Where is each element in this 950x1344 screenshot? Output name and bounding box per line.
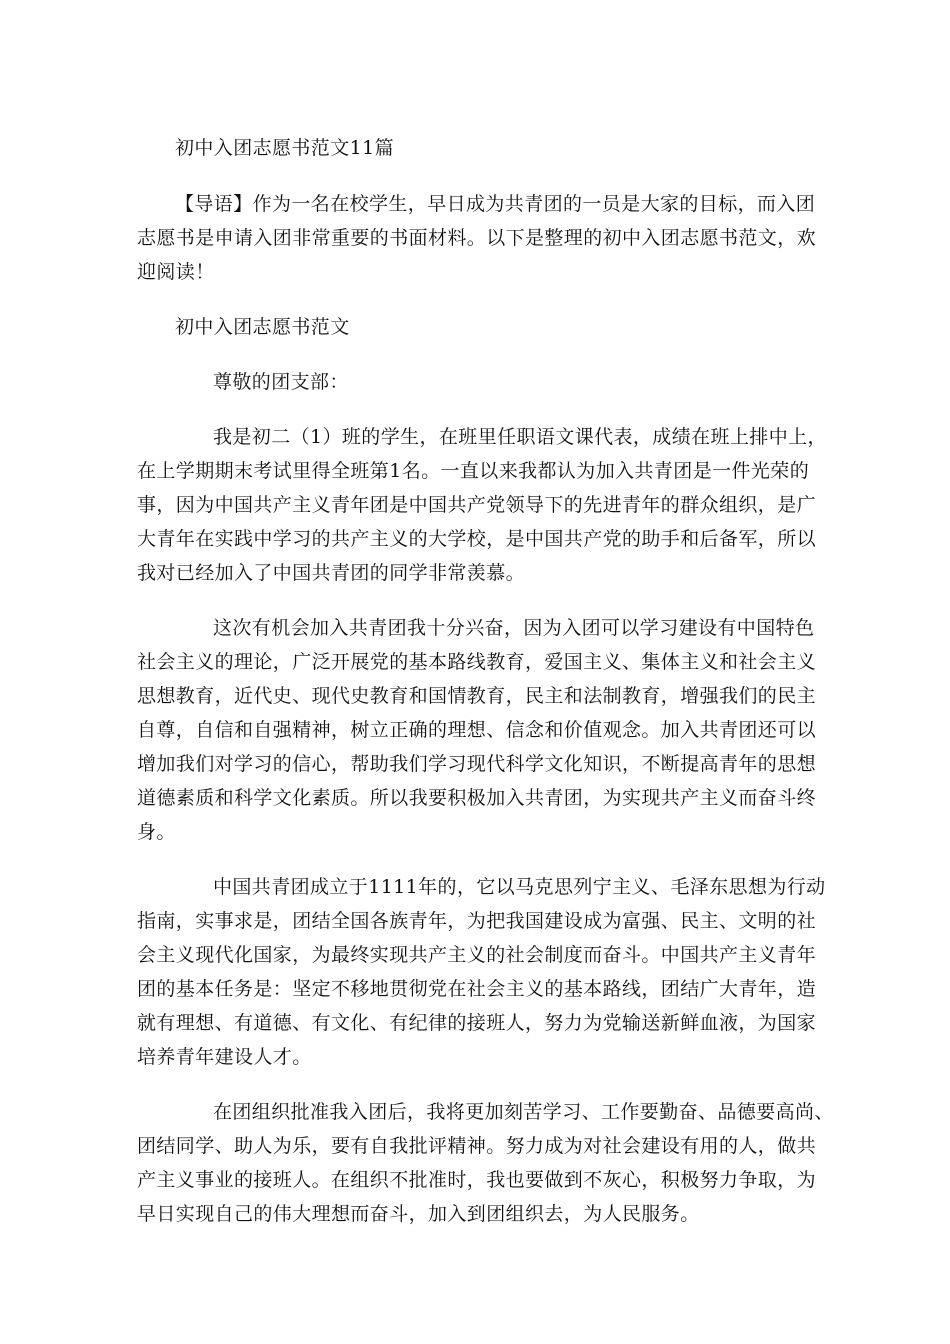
paragraph-line: 社会主义的理论，广泛开展党的基本路线教育，爱国主义、集体主义和社会主义 — [137, 651, 817, 673]
paragraph-line: 身。 — [137, 821, 176, 843]
paragraph-line: 会主义现代化国家，为最终实现共产主义的社会制度而奋斗。中国共产主义青年 — [137, 944, 817, 966]
intro-line: 【导语】作为一名在校学生，早日成为共青团的一员是大家的目标，而入团 — [175, 193, 816, 215]
paragraph-line: 团结同学、助人为乐，要有自我批评精神。努力成为对社会建设有用的人，做共 — [137, 1135, 817, 1157]
intro-line: 志愿书是申请入团非常重要的书面材料。以下是整理的初中入团志愿书范文，欢 — [137, 227, 817, 249]
paragraph-line: 大青年在实践中学习的共产主义的大学校，是中国共产党的助手和后备军，所以 — [137, 528, 817, 550]
paragraph-line: 在上学期期末考试里得全班第1名。一直以来我都认为加入共青团是一件光荣的 — [137, 460, 810, 482]
paragraph-line: 指南，实事求是，团结全国各族青年，为把我国建设成为富强、民主、文明的社 — [137, 910, 817, 932]
paragraph-line: 这次有机会加入共青团我十分兴奋，因为入团可以学习建设有中国特色 — [213, 617, 815, 639]
paragraph-line: 思想教育，近代史、现代史教育和国情教育，民主和法制教育，增强我们的民主 — [137, 685, 817, 707]
paragraph-line: 团的基本任务是：坚定不移地贯彻党在社会主义的基本路线，团结广大青年，造 — [137, 978, 817, 1000]
paragraph-line: 我是初二（1）班的学生，在班里任职语文课代表，成绩在班上排中上， — [213, 426, 827, 448]
document-title: 初中入团志愿书范文11篇 — [175, 137, 394, 159]
paragraph-line: 自尊，自信和自强精神，树立正确的理想、信念和价值观念。加入共青团还可以 — [137, 719, 817, 741]
paragraph-line: 早日实现自己的伟大理想而奋斗，加入到团组织去，为人民服务。 — [137, 1203, 700, 1225]
paragraph-line: 我对已经加入了中国共青团的同学非常羡慕。 — [137, 562, 526, 584]
paragraph-line: 增加我们对学习的信心，帮助我们学习现代科学文化知识，不断提高青年的思想 — [137, 753, 817, 775]
salutation: 尊敬的团支部： — [213, 371, 349, 393]
paragraph-line: 培养青年建设人才。 — [137, 1046, 312, 1068]
intro-line: 迎阅读！ — [137, 261, 215, 283]
paragraph-line: 事，因为中国共产主义青年团是中国共产党领导下的先进青年的群众组织，是广 — [137, 494, 817, 516]
subtitle: 初中入团志愿书范文 — [175, 316, 350, 338]
paragraph-line: 道德素质和科学文化素质。所以我要积极加入共青团，为实现共产主义而奋斗终 — [137, 787, 817, 809]
paragraph-line: 产主义事业的接班人。在组织不批准时，我也要做到不灰心，积极努力争取，为 — [137, 1169, 817, 1191]
paragraph-line: 中国共青团成立于1111年的，它以马克思列宁主义、毛泽东思想为行动 — [213, 876, 826, 898]
paragraph-line: 就有理想、有道德、有文化、有纪律的接班人，努力为党输送新鲜血液，为国家 — [137, 1012, 817, 1034]
paragraph-line: 在团组织批准我入团后，我将更加刻苦学习、工作要勤奋、品德要高尚、 — [213, 1101, 834, 1123]
